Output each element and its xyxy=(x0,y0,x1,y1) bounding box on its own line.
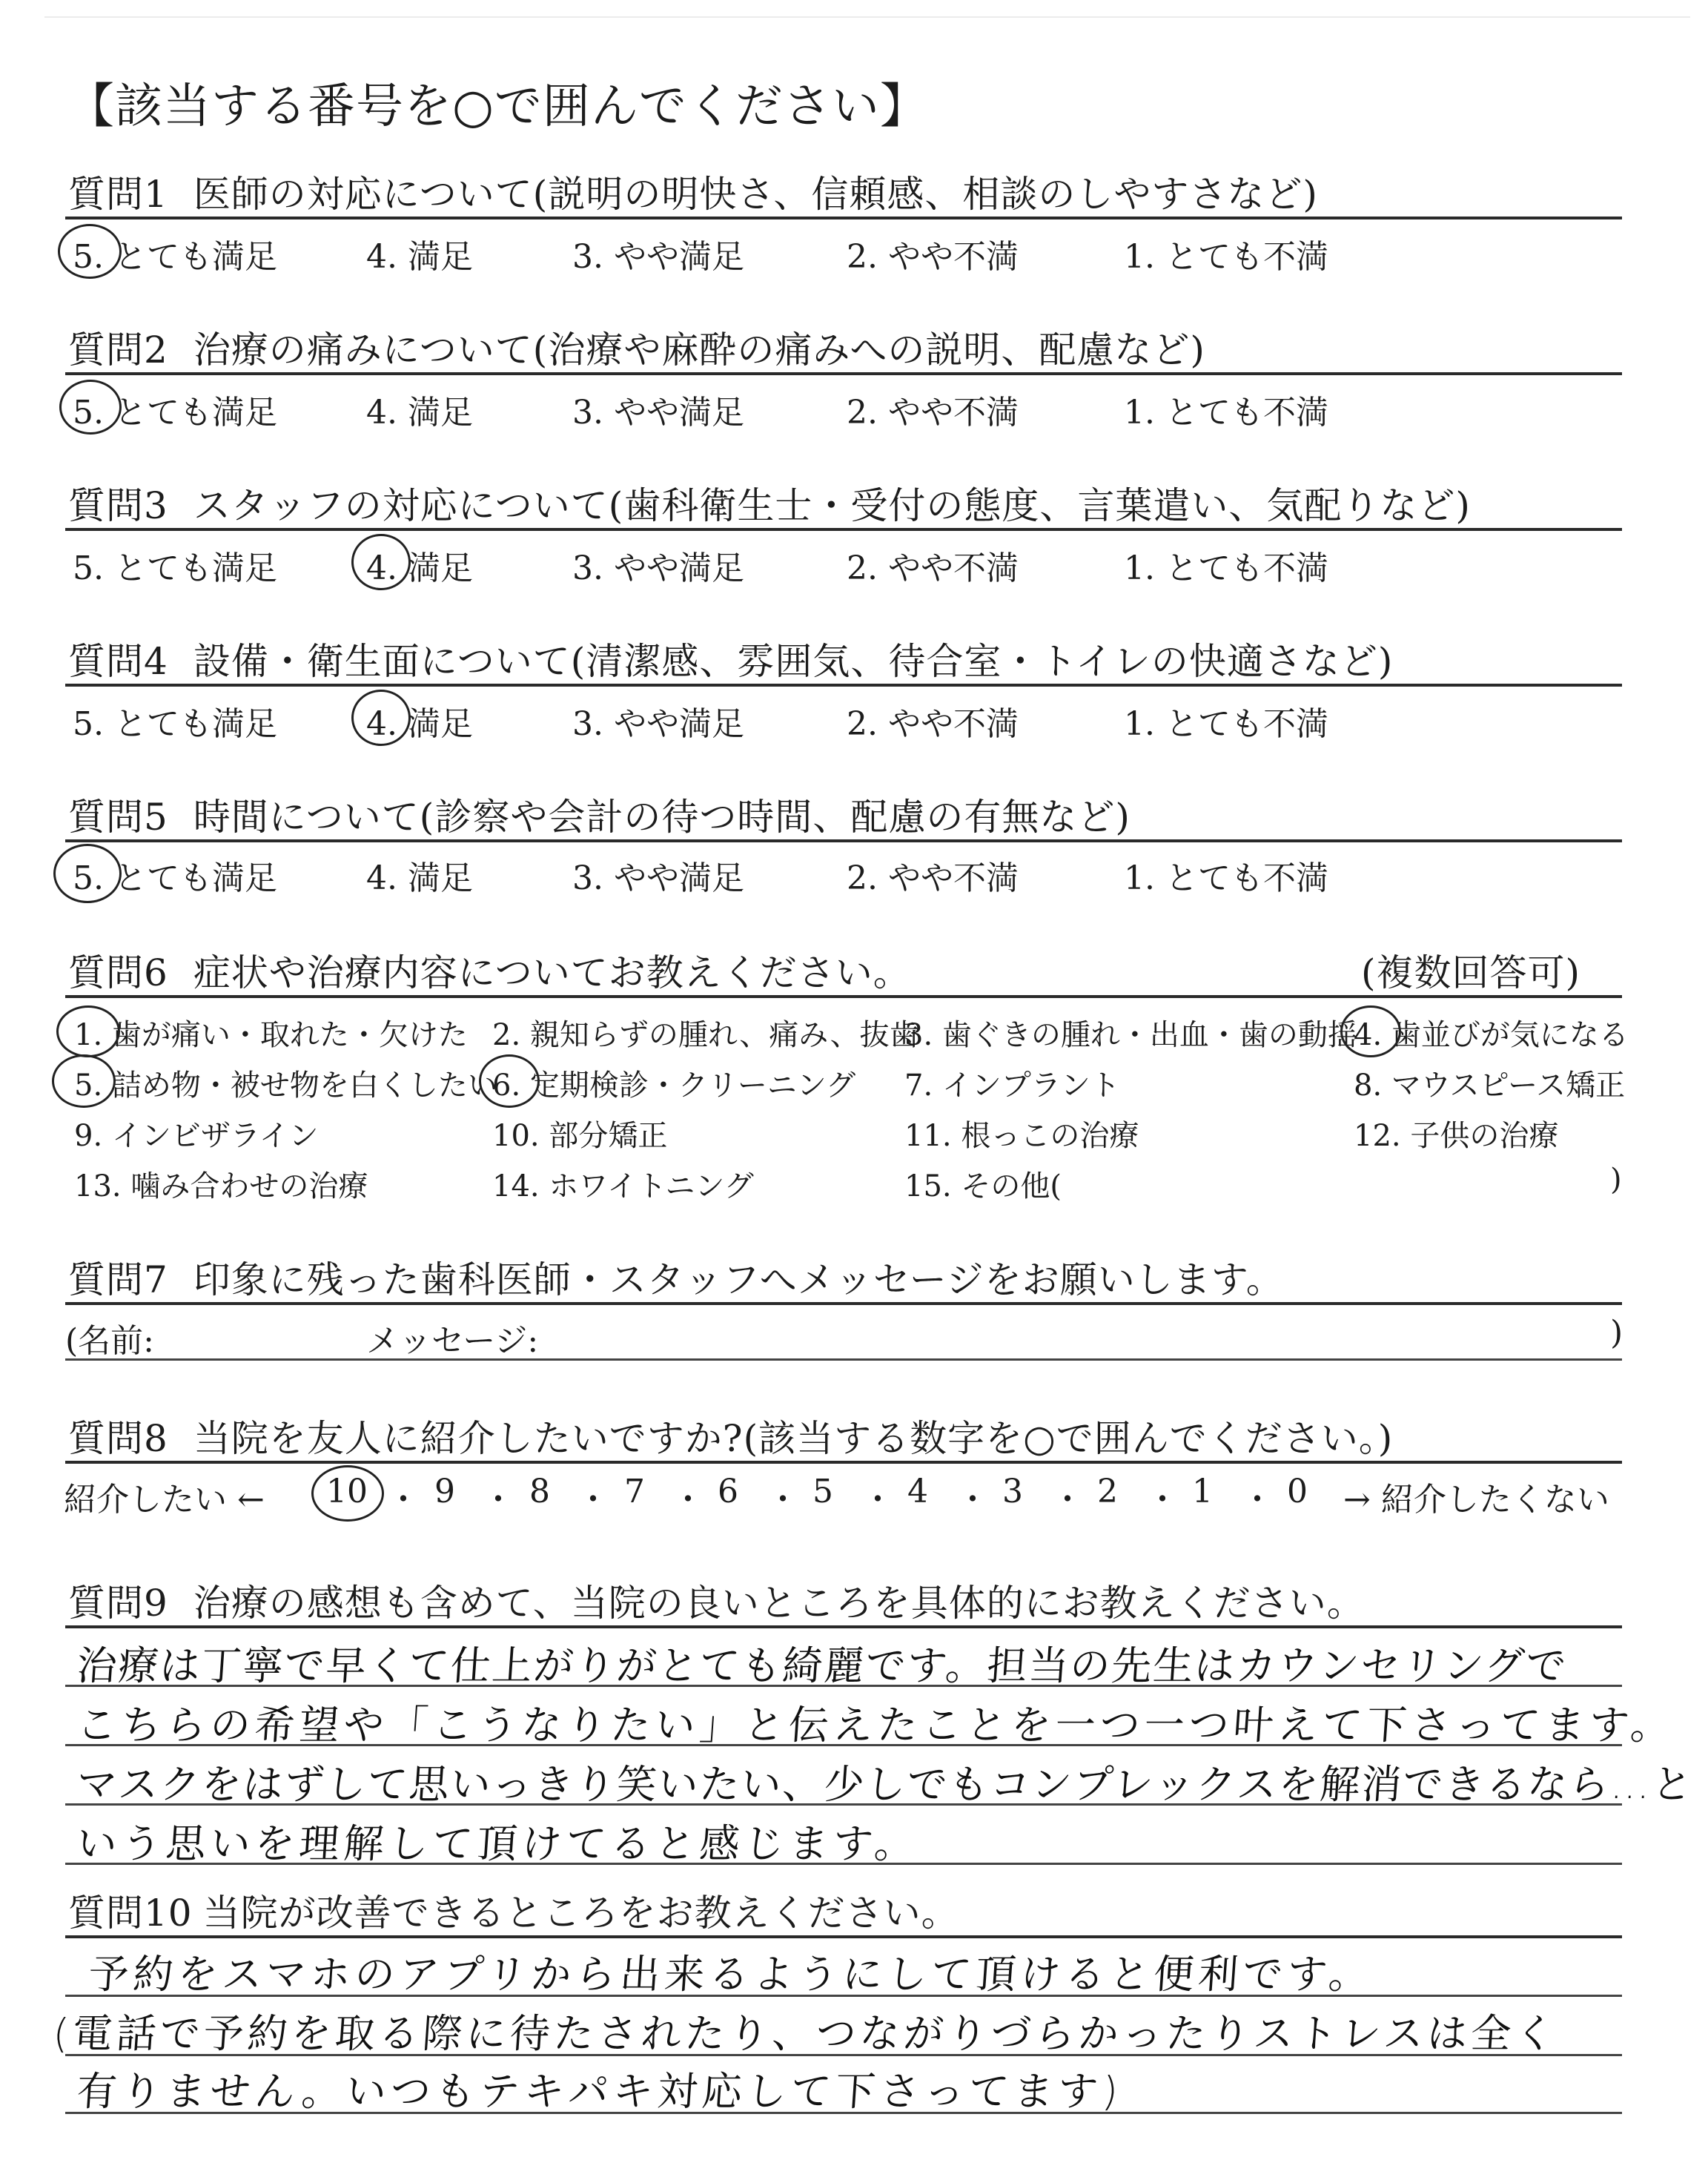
question-8-text: 当院を友人に紹介したいですか?(該当する数字を○で囲んでください。) xyxy=(193,1417,1394,1460)
question-5-text: 時間について(診察や会計の待つ時間、配慮の有無など) xyxy=(193,796,1131,839)
question-7-rule xyxy=(65,1302,1622,1305)
q8-score-10[interactable]: 10 xyxy=(326,1473,368,1510)
q4-option-2[interactable]: 2. やや不満 xyxy=(847,705,1019,743)
q4-option-1[interactable]: 1. とても不満 xyxy=(1124,705,1328,743)
question-6 xyxy=(68,943,911,997)
q8-score-0[interactable]: 0 xyxy=(1287,1473,1308,1510)
question-1-label: 質問1 xyxy=(68,173,168,216)
q6-option-3[interactable]: 3. 歯ぐきの腫れ・出血・歯の動揺 xyxy=(904,1018,1357,1052)
q4-selected-circle xyxy=(351,690,411,746)
question-8-rule xyxy=(65,1461,1622,1464)
q3-selected-circle xyxy=(351,534,411,590)
q6-option-10[interactable]: 10. 部分矯正 xyxy=(492,1119,668,1153)
q9-writing-line-1 xyxy=(65,1685,1622,1687)
q3-option-1[interactable]: 1. とても不満 xyxy=(1124,549,1328,587)
q5-option-3[interactable]: 3. やや満足 xyxy=(572,859,744,897)
q8-separator: ・ xyxy=(672,1481,704,1519)
q7-answer-line xyxy=(65,1358,1622,1361)
instruction-header: 【該当する番号を○で囲んでください】 xyxy=(67,79,928,134)
question-9-text: 治療の感想も含めて、当院の良いところを具体的にお教えください。 xyxy=(193,1582,1365,1625)
q8-score-7[interactable]: 7 xyxy=(624,1473,645,1510)
q2-selected-circle xyxy=(59,380,122,435)
q8-separator: ・ xyxy=(767,1481,799,1519)
question-7 xyxy=(68,1250,1284,1304)
question-8-label: 質問8 xyxy=(68,1417,168,1460)
q4-option-5[interactable]: 5. とても満足 xyxy=(73,705,277,743)
question-7-label: 質問7 xyxy=(68,1258,168,1301)
q10-answer-line-3: 有りません。いつもテキパキ対応して下さってます) xyxy=(75,2068,1125,2115)
q8-separator: ・ xyxy=(387,1481,420,1519)
question-3-text: スタッフの対応について(歯科衛生士・受付の態度、言葉遣い、気配りなど) xyxy=(193,484,1471,527)
q2-option-1[interactable]: 1. とても不満 xyxy=(1124,394,1328,432)
q8-right-label: → 紹介したくない xyxy=(1343,1481,1609,1519)
q8-score-3[interactable]: 3 xyxy=(1002,1473,1023,1510)
question-3-rule xyxy=(65,528,1622,531)
question-9-rule xyxy=(65,1625,1622,1628)
q7-close-paren: ) xyxy=(1610,1314,1623,1352)
q9-answer-line-4: いう思いを理解して頂けてると感じます。 xyxy=(75,1820,921,1867)
q9-answer-line-2: こちらの希望や「こうなりたい」と伝えたことを一つ一つ叶えて下さってます。 xyxy=(75,1702,1677,1748)
q8-separator: ・ xyxy=(861,1481,894,1519)
question-2-text: 治療の痛みについて(治療や麻酔の痛みへの説明、配慮など) xyxy=(193,328,1205,371)
question-9 xyxy=(68,1573,1365,1627)
question-6-label: 質問6 xyxy=(68,951,168,994)
q8-score-4[interactable]: 4 xyxy=(907,1473,928,1510)
question-4-rule xyxy=(65,684,1622,687)
q9-answer-line-3: マスクをはずして思いっきり笑いたい、少しでもコンプレックスを解消できるなら…と xyxy=(75,1761,1695,1808)
q6-option-13[interactable]: 13. 噛み合わせの治療 xyxy=(74,1169,368,1203)
q4-option-4[interactable]: 4. 満足 xyxy=(366,705,473,743)
q6-option-11[interactable]: 11. 根っこの治療 xyxy=(904,1119,1139,1153)
q5-option-4[interactable]: 4. 満足 xyxy=(366,859,473,897)
q2-option-4[interactable]: 4. 満足 xyxy=(366,394,473,432)
q9-writing-line-3 xyxy=(65,1803,1622,1806)
q2-option-2[interactable]: 2. やや不満 xyxy=(847,394,1019,432)
question-3 xyxy=(68,476,1471,529)
q3-option-2[interactable]: 2. やや不満 xyxy=(847,549,1019,587)
question-5-label: 質問5 xyxy=(68,796,168,839)
q6-option-15-close: ) xyxy=(1610,1163,1622,1197)
question-6-text: 症状や治療内容についてお教えください。 xyxy=(193,951,911,994)
q8-left-label: 紹介したい ← xyxy=(64,1481,265,1519)
q8-separator: ・ xyxy=(577,1481,609,1519)
q6-option-4[interactable]: 4. 歯並びが気になる xyxy=(1354,1018,1629,1052)
q6-option-2[interactable]: 2. 親知らずの腫れ、痛み、抜歯 xyxy=(492,1018,919,1052)
q1-selected-circle xyxy=(58,224,122,279)
q6-selected-circle-4 xyxy=(1340,1005,1401,1057)
q1-option-3[interactable]: 3. やや満足 xyxy=(572,238,744,276)
question-10-text: 当院が改善できるところをお教えください。 xyxy=(202,1892,959,1935)
q8-separator: ・ xyxy=(956,1481,989,1519)
q6-selected-circle-1 xyxy=(56,1005,120,1057)
question-2-label: 質問2 xyxy=(68,328,168,371)
question-10 xyxy=(68,1883,959,1937)
q8-separator: ・ xyxy=(1241,1481,1274,1519)
q1-option-2[interactable]: 2. やや不満 xyxy=(847,238,1019,276)
q6-option-8[interactable]: 8. マウスピース矯正 xyxy=(1354,1069,1626,1103)
q8-score-1[interactable]: 1 xyxy=(1192,1473,1213,1510)
question-4-label: 質問4 xyxy=(68,640,168,683)
q8-separator: ・ xyxy=(1051,1481,1084,1519)
question-7-text: 印象に残った歯科医師・スタッフへメッセージをお願いします。 xyxy=(193,1258,1284,1301)
q6-option-14[interactable]: 14. ホワイトニング xyxy=(492,1169,754,1203)
question-3-label: 質問3 xyxy=(68,484,168,527)
q8-separator: ・ xyxy=(1146,1481,1179,1519)
q10-writing-line-3 xyxy=(65,2112,1622,2114)
question-6-note: (複数回答可) xyxy=(1361,951,1581,994)
q3-option-5[interactable]: 5. とても満足 xyxy=(73,549,277,587)
q5-option-5[interactable]: 5. とても満足 xyxy=(73,859,277,897)
q9-writing-line-2 xyxy=(65,1744,1622,1746)
q8-score-6[interactable]: 6 xyxy=(718,1473,738,1510)
q8-score-5[interactable]: 5 xyxy=(812,1473,833,1510)
question-8 xyxy=(68,1409,1393,1462)
question-1-text: 医師の対応について(説明の明快さ、信頼感、相談のしやすさなど) xyxy=(193,173,1318,216)
q8-score-9[interactable]: 9 xyxy=(434,1473,455,1510)
q8-score-8[interactable]: 8 xyxy=(529,1473,550,1510)
q9-writing-line-4 xyxy=(65,1863,1622,1865)
q1-option-4[interactable]: 4. 満足 xyxy=(366,238,473,276)
question-5 xyxy=(68,787,1131,841)
question-9-label: 質問9 xyxy=(68,1582,168,1625)
q6-option-15[interactable]: 15. その他( xyxy=(904,1169,1062,1203)
question-2 xyxy=(68,320,1205,374)
q4-option-3[interactable]: 3. やや満足 xyxy=(572,705,744,743)
q6-selected-circle-5 xyxy=(52,1054,116,1108)
question-5-rule xyxy=(65,839,1622,842)
page-top-edge xyxy=(44,16,1690,18)
q6-option-1[interactable]: 1. 歯が痛い・取れた・欠けた xyxy=(74,1018,468,1052)
q6-option-7[interactable]: 7. インプラント xyxy=(904,1069,1120,1103)
question-2-rule xyxy=(65,372,1622,375)
q6-selected-circle-6 xyxy=(479,1054,540,1108)
q6-option-9[interactable]: 9. インビザライン xyxy=(74,1119,319,1153)
q2-option-3[interactable]: 3. やや満足 xyxy=(572,394,744,432)
q6-option-12[interactable]: 12. 子供の治療 xyxy=(1354,1119,1559,1153)
q10-writing-line-2 xyxy=(65,2054,1622,2056)
q8-selected-circle xyxy=(311,1465,384,1522)
q7-name-label: (名前: xyxy=(65,1322,154,1360)
question-10-label: 質問10 xyxy=(68,1892,193,1935)
q10-answer-line-1: 予約をスマホのアプリから出来るようにして頂けると便利です。 xyxy=(87,1951,1375,1998)
q3-option-3[interactable]: 3. やや満足 xyxy=(572,549,744,587)
q2-option-5[interactable]: 5. とても満足 xyxy=(73,394,277,432)
q1-option-1[interactable]: 1. とても不満 xyxy=(1124,238,1328,276)
q8-separator: ・ xyxy=(482,1481,514,1519)
question-10-rule xyxy=(65,1935,1622,1938)
question-1-rule xyxy=(65,217,1622,219)
question-1 xyxy=(68,165,1318,218)
q5-option-2[interactable]: 2. やや不満 xyxy=(847,859,1019,897)
question-4 xyxy=(68,632,1393,685)
q9-answer-line-1: 治療は丁寧で早くて仕上がりがとても綺麗です。担当の先生はカウンセリングで xyxy=(75,1642,1569,1689)
q10-writing-line-1 xyxy=(65,1995,1622,1997)
q3-option-4[interactable]: 4. 満足 xyxy=(366,549,473,587)
question-6-rule xyxy=(65,995,1622,998)
question-4-text: 設備・衛生面について(清潔感、雰囲気、待合室・トイレの快適さなど) xyxy=(193,640,1394,683)
q5-selected-circle xyxy=(53,844,122,903)
q6-option-6[interactable]: 6. 定期検診・クリーニング xyxy=(492,1069,856,1103)
q8-score-2[interactable]: 2 xyxy=(1097,1473,1118,1510)
q7-message-label: メッセージ: xyxy=(366,1322,539,1360)
q5-option-1[interactable]: 1. とても不満 xyxy=(1124,859,1328,897)
q10-answer-line-2: (電話で予約を取る際に待たされたり、つながりづらかったりストレスは全く xyxy=(51,2010,1560,2057)
q6-option-5[interactable]: 5. 詰め物・被せ物を白くしたい xyxy=(74,1069,497,1103)
q1-option-5[interactable]: 5. とても満足 xyxy=(73,238,277,276)
